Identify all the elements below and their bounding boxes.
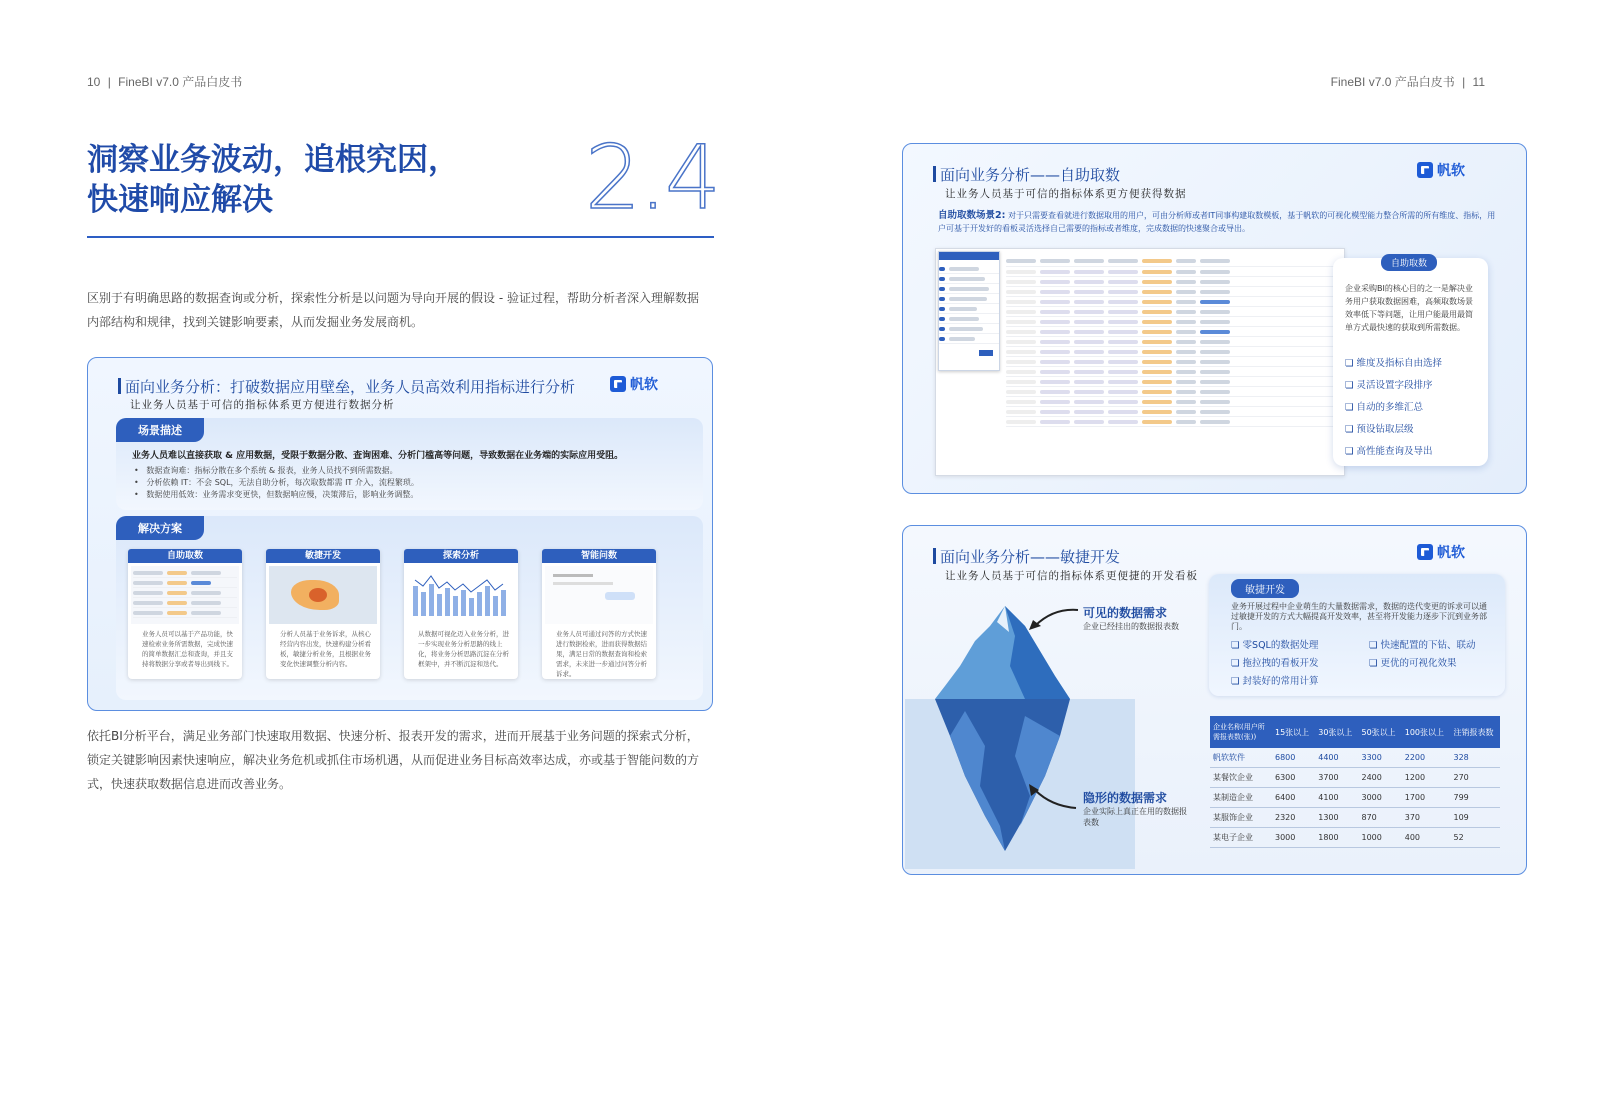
- table-cell: 3000: [1359, 788, 1402, 808]
- table-cell: 6800: [1272, 748, 1315, 768]
- scene-description: 对于只需要查看就进行数据取用的用户，可由分析师或者IT同事构建取数模板，基于帆软的可视化模型能力整合所需的所有维度、指标，用户可基于开发好的看板灵活选择自己需要的指标或者维度，完成数据的快速聚合或导出。: [938, 211, 1496, 233]
- section-title-line2: 快速响应解决: [87, 182, 273, 218]
- table-cell: 2320: [1272, 808, 1315, 828]
- solution-desc: 业务人员可通过问答的方式快速进行数据检索，进而获得数据结果，满足日常的数据查询和检索需求，未来进一步通过问答分析诉求。: [556, 630, 647, 678]
- solution-desc: 分析人员基于业务诉求，从核心经营内容出发，快速构建分析看板，敏捷分析业务，且根据业务变化快速调整分析内容。: [280, 630, 371, 668]
- header-separator: |: [1462, 75, 1466, 89]
- solution-title: 敏捷开发: [266, 549, 380, 563]
- table-cell: 某服饰企业: [1210, 808, 1272, 828]
- card-title: 面向业务分析——自助取数: [933, 164, 1120, 185]
- table-cell: 1000: [1359, 828, 1402, 848]
- header-title-right: FineBI v7.0 产品白皮书: [1330, 75, 1455, 89]
- section-number: 2.4: [585, 126, 719, 229]
- feature-tag: 敏捷开发: [1231, 579, 1299, 598]
- arrow-icon: [1021, 782, 1081, 812]
- table-row: [1210, 768, 1500, 788]
- table-cell: 4100: [1315, 788, 1358, 808]
- agile-feature-box: [1209, 574, 1505, 696]
- fanruan-logo-icon: [1417, 162, 1433, 178]
- solution-desc: 从数据可视化迈入业务分析，进一步实现业务分析思路的线上化，将业务分析思路沉淀在分析框架中，并不断沉淀和迭代。: [418, 630, 509, 668]
- title-rule: [87, 236, 714, 238]
- intro-line: 区别于有明确思路的数据查询或分析，探索性分析是以问题为导向开展的假设 - 验证过程，帮助分析者深入理解数据: [87, 291, 699, 305]
- page-header-right: [1331, 73, 1485, 90]
- outro-line: 式，快速获取数据信息进而改善业务。: [87, 777, 292, 791]
- table-cell: 870: [1359, 808, 1402, 828]
- fanruan-logo-icon: [610, 376, 626, 392]
- card-title: 面向业务分析：打破数据应用壁垒，业务人员高效利用指标进行分析: [118, 376, 575, 397]
- scene-label: 场景描述: [116, 418, 204, 442]
- table-cell: 6300: [1272, 768, 1315, 788]
- table-cell: 400: [1402, 828, 1451, 848]
- list-item: • 数据使用低效：业务需求变更快，但数据响应慢，决策滞后，影响业务调整。: [134, 490, 419, 499]
- solution-thumbnail-chart: [407, 566, 515, 624]
- table-cell: 799: [1450, 788, 1500, 808]
- brand-name: 帆软: [1437, 545, 1465, 561]
- table-header: 100张以上: [1402, 716, 1451, 748]
- table-cell: 6400: [1272, 788, 1315, 808]
- table-cell: 109: [1450, 808, 1500, 828]
- solution-card: [542, 549, 656, 679]
- section-title: [87, 140, 459, 220]
- brand-logo: [610, 374, 658, 394]
- feature-item: ❏ 拖拉拽的看板开发: [1231, 655, 1371, 673]
- feature-tag: 自助取数: [1381, 254, 1437, 271]
- table-cell: 3000: [1272, 828, 1315, 848]
- list-item: • 数据查询难：指标分散在多个系统 & 报表，业务人员找不到所需数据。: [134, 466, 398, 475]
- table-screenshot: [935, 248, 1345, 476]
- page-number-left: 10: [87, 75, 101, 89]
- business-analysis-card: [87, 357, 713, 711]
- hidden-demand-label: 隐形的数据需求: [1083, 791, 1168, 805]
- feature-item: ❏ 零SQL的数据处理: [1231, 637, 1371, 655]
- table-cell: 2400: [1359, 768, 1402, 788]
- page-number-right: 11: [1472, 75, 1485, 89]
- report-count-table: [1210, 716, 1500, 848]
- table-header: 15张以上: [1272, 716, 1315, 748]
- table-cell: 帆软软件: [1210, 748, 1272, 768]
- table-cell: 3700: [1315, 768, 1358, 788]
- solution-card: [404, 549, 518, 679]
- section-title-line1: 洞察业务波动，追根究因，: [87, 142, 459, 178]
- bullet-text: 数据使用低效：业务需求变更快，但数据响应慢，决策滞后，影响业务调整。: [146, 490, 419, 499]
- outro-paragraph: [87, 724, 717, 796]
- table-cell: 某餐饮企业: [1210, 768, 1272, 788]
- feature-item: ❏ 封装好的常用计算: [1231, 673, 1371, 691]
- table-row: [1210, 748, 1500, 768]
- card-subtitle: 让业务人员基于可信的指标体系更便捷的开发看板: [945, 570, 1198, 582]
- table-header: 企业名称(用户所需报表数(张)): [1210, 716, 1272, 748]
- header-title-left: FineBI v7.0 产品白皮书: [118, 75, 243, 89]
- list-item: • 分析依赖 IT：不会 SQL，无法自助分析，每次取数都需 IT 介入，流程繁琐。: [134, 478, 419, 487]
- intro-paragraph: [87, 286, 717, 334]
- solution-thumbnail-chat: [545, 566, 653, 624]
- brand-name: 帆软: [1437, 163, 1465, 179]
- table-row: [1210, 808, 1500, 828]
- solution-title: 探索分析: [404, 549, 518, 563]
- table-cell: 某制造企业: [1210, 788, 1272, 808]
- feature-item: ❏ 维度及指标自由选择: [1345, 353, 1442, 375]
- solution-card: [128, 549, 242, 679]
- brand-logo: [1417, 160, 1465, 180]
- brand-logo: [1417, 542, 1465, 562]
- table-cell: 328: [1450, 748, 1500, 768]
- self-service-card: [902, 143, 1527, 494]
- bullet-text: 分析依赖 IT：不会 SQL，无法自助分析，每次取数都需 IT 介入，流程繁琐。: [146, 478, 419, 487]
- table-cell: 1700: [1402, 788, 1451, 808]
- outro-line: 依托BI分析平台，满足业务部门快速取用数据、快速分析、报表开发的需求，进而开展基于业务问题的探索式分析，: [87, 729, 699, 743]
- feature-item: ❏ 更优的可视化效果: [1369, 655, 1505, 673]
- hidden-demand-desc: 企业实际上真正在用的数据报表数: [1083, 807, 1187, 827]
- brand-name: 帆软: [630, 377, 658, 393]
- table-cell: 1800: [1315, 828, 1358, 848]
- scene-panel: [116, 418, 703, 510]
- header-separator: |: [107, 75, 111, 89]
- agile-dev-card: [902, 525, 1527, 875]
- table-cell: 52: [1450, 828, 1500, 848]
- feature-box: [1333, 258, 1488, 466]
- thumbnail-chart-icon: [407, 566, 513, 624]
- feature-desc: 企业采购BI的核心目的之一是解决业务用户获取数据困难，高频取数场景效率低下等问题，让用户能最用最简单方式最快速的获取到所需数据。: [1345, 284, 1473, 332]
- feature-desc: 业务开展过程中企业萌生的大量数据需求，数据的迭代变更的诉求可以通过敏捷开发的方式大幅提高开发效率，甚至将开发能力逐步下沉到业务部门。: [1231, 602, 1487, 631]
- feature-item: ❏ 自动的多维汇总: [1345, 397, 1442, 419]
- feature-list-left: [1231, 637, 1371, 691]
- bullet-text: 数据查询难：指标分散在多个系统 & 报表，业务人员找不到所需数据。: [146, 466, 398, 475]
- table-row: [1210, 828, 1500, 848]
- visible-demand-desc: 企业已经挂出的数据报表数: [1083, 622, 1179, 631]
- table-cell: 某电子企业: [1210, 828, 1272, 848]
- table-header: 50张以上: [1359, 716, 1402, 748]
- solution-label: 解决方案: [116, 516, 204, 540]
- visible-demand-label: 可见的数据需求: [1083, 606, 1168, 620]
- solution-thumbnail-map: [269, 566, 377, 624]
- solution-thumbnail: [131, 566, 239, 624]
- card-subtitle: 让业务人员基于可信的指标体系更方便获得数据: [945, 188, 1187, 200]
- table-header: 注销报表数: [1450, 716, 1500, 748]
- scene-label: 自助取数场景2:: [938, 210, 1006, 221]
- scene-text: [938, 209, 1498, 235]
- outro-line: 锁定关键影响因素快速响应，解决业务危机或抓住市场机遇，从而促进业务目标高效率达成，亦或基于智能问数的方: [87, 753, 700, 767]
- fanruan-logo-icon: [1417, 544, 1433, 560]
- page-header-left: [87, 73, 242, 90]
- field-picker-popup: [938, 251, 1000, 371]
- table-cell: 1200: [1402, 768, 1451, 788]
- feature-list-right: [1369, 637, 1505, 673]
- solution-title: 自助取数: [128, 549, 242, 563]
- table-cell: 1300: [1315, 808, 1358, 828]
- table-cell: 3300: [1359, 748, 1402, 768]
- feature-list: [1345, 353, 1442, 463]
- solution-title: 智能问数: [542, 549, 656, 563]
- table-cell: 370: [1402, 808, 1451, 828]
- feature-item: ❏ 高性能查询及导出: [1345, 441, 1442, 463]
- table-header: 30张以上: [1315, 716, 1358, 748]
- table-cell: 2200: [1402, 748, 1451, 768]
- feature-item: ❏ 预设钻取层级: [1345, 419, 1442, 441]
- table-cell: 270: [1450, 768, 1500, 788]
- solution-card: [266, 549, 380, 679]
- table-row: [1210, 788, 1500, 808]
- feature-item: ❏ 快速配置的下钻、联动: [1369, 637, 1505, 655]
- scene-bullets: [134, 465, 419, 501]
- arrow-icon: [1023, 604, 1083, 634]
- card-subtitle: 让业务人员基于可信的指标体系更方便进行数据分析: [130, 399, 395, 411]
- table-cell: 4400: [1315, 748, 1358, 768]
- scene-lead: 业务人员难以直接获取 & 应用数据，受限于数据分散、查询困难、分析门槛高等问题，导致数据在业务端的实际应用受阻。: [132, 451, 624, 461]
- solution-desc: 业务人员可以基于产品功能，快速检索业务所需数据，完成快速的简单数据汇总和查询，并且支持将数据分享或者导出到线下。: [142, 630, 233, 668]
- card-title: 面向业务分析——敏捷开发: [933, 546, 1120, 567]
- intro-line: 内部结构和规律，找到关键影响要素，从而发掘业务发展商机。: [87, 315, 424, 329]
- feature-item: ❏ 灵活设置字段排序: [1345, 375, 1442, 397]
